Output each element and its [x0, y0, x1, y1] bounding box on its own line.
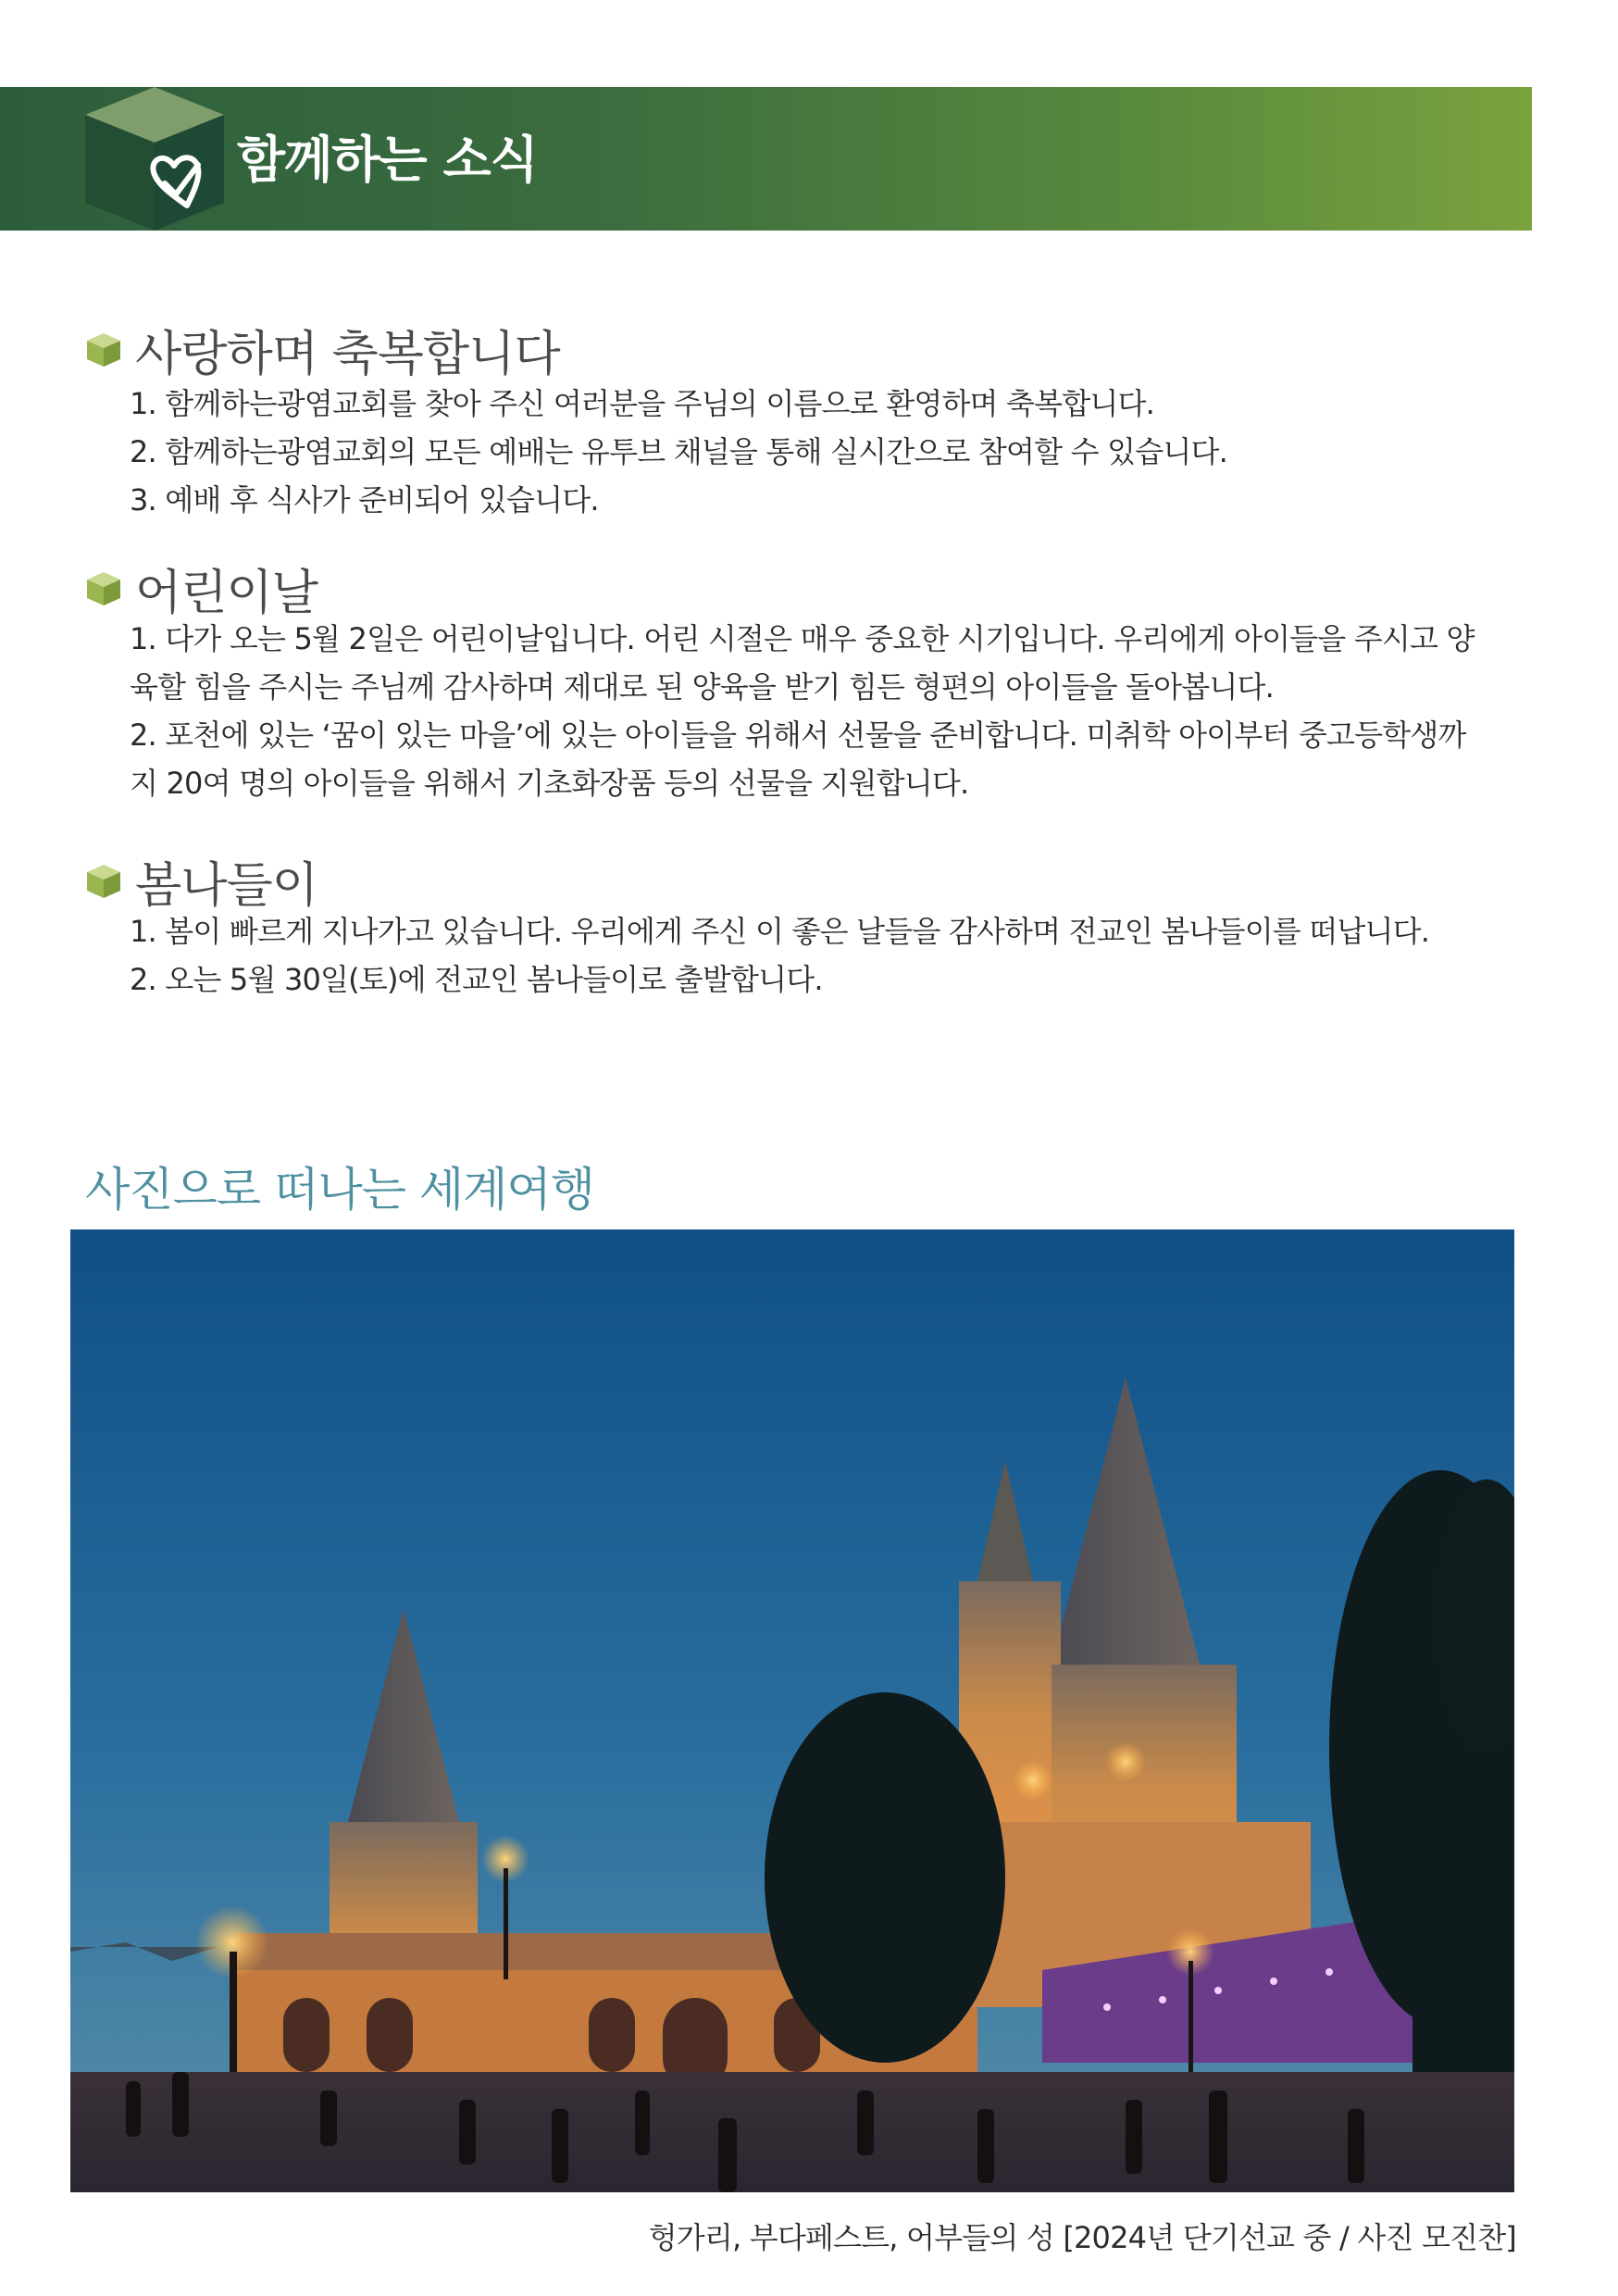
header-banner	[0, 87, 1532, 231]
section-items-spring-outing	[130, 907, 1518, 1004]
cube-bullet-icon	[85, 331, 122, 368]
section-heading-spring-outing	[85, 846, 317, 916]
list-item: 1. 다가 오는 5월 2일은 어린이날입니다. 어린 시절은 매우 중요한 시기입니다. 우리에게 아이들을 주시고 양	[130, 621, 1475, 656]
list-item: 육할 힘을 주시는 주님께 감사하며 제대로 된 양육을 받기 힘든 형편의 아이들을 돌아봅니다.	[130, 669, 1274, 705]
cube-bullet-icon	[85, 570, 122, 607]
cube-bullet-icon	[85, 863, 122, 900]
list-item: 3. 예배 후 식사가 준비되어 있습니다.	[130, 482, 599, 518]
list-item: 1. 함께하는광염교회를 찾아 주신 여러분을 주님의 이름으로 환영하며 축복합니다.	[130, 386, 1154, 421]
section-items-blessing	[130, 380, 1518, 524]
list-item: 1. 봄이 빠르게 지나가고 있습니다. 우리에게 주신 이 좋은 날들을 감사하며 전교인 봄나들이를 떠납니다.	[130, 914, 1430, 949]
travel-section-title: 사진으로 떠나는 세계여행	[85, 1163, 595, 1217]
list-item: 2. 함께하는광염교회의 모든 예배는 유투브 채널을 통해 실시간으로 참여할 수 있습니다.	[130, 434, 1227, 469]
section-heading-blessing	[85, 315, 560, 384]
list-item: 2. 포천에 있는 ‘꿈이 있는 마을’에 있는 아이들을 위해서 선물을 준비합니다. 미취학 아이부터 중고등학생까	[130, 718, 1466, 753]
section-title: 봄나들이	[135, 858, 317, 914]
section-title: 어린이날	[135, 566, 317, 621]
header-title: 함께하는 소식	[237, 131, 538, 189]
list-item: 지 20여 명의 아이들을 위해서 기초화장품 등의 선물을 지원합니다.	[130, 766, 969, 801]
fishermans-bastion-photo	[70, 1229, 1514, 2192]
list-item: 2. 오는 5월 30일(토)에 전교인 봄나들이로 출발합니다.	[130, 962, 823, 997]
photo-caption: 헝가리, 부다페스트, 어부들의 성 [2024년 단기선교 중 / 사진 모진찬]	[648, 2220, 1516, 2255]
heart-check-cube-icon	[85, 87, 224, 231]
section-items-childrens-day	[130, 615, 1518, 807]
section-heading-childrens-day	[85, 554, 317, 623]
section-title: 사랑하며 축복합니다	[135, 327, 560, 382]
